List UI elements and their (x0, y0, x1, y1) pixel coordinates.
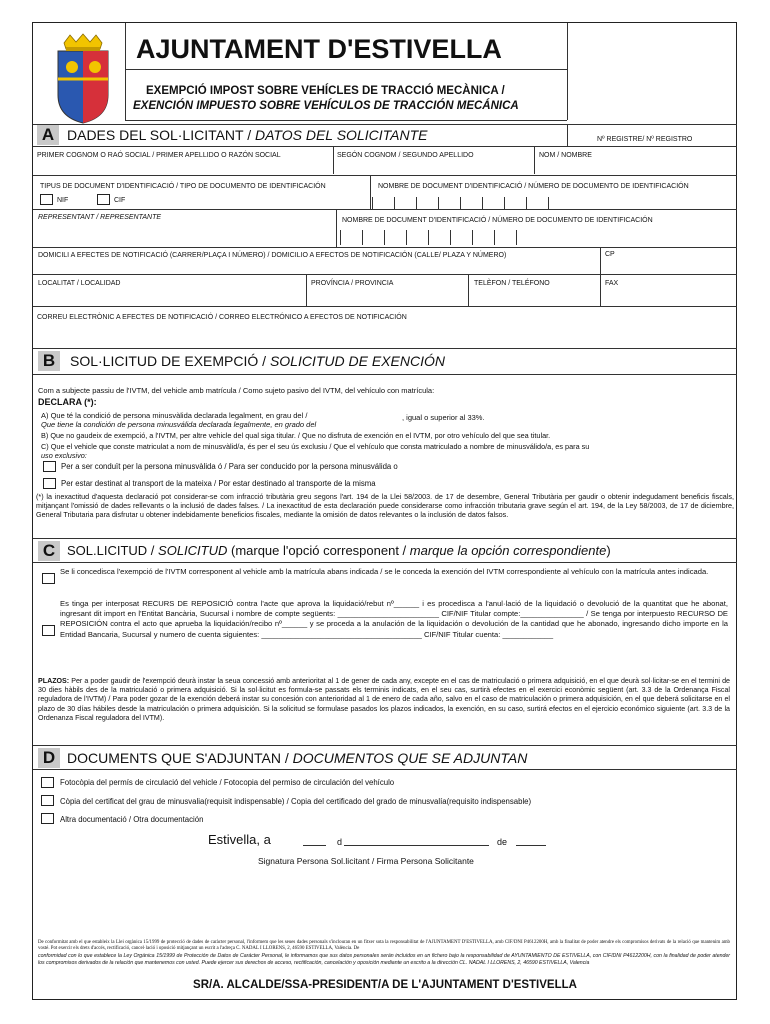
month-field[interactable] (344, 833, 489, 845)
section-c-title-rule (33, 562, 737, 563)
second-surname-label: SEGÓN COGNOM / SEGUNDO APELLIDO (337, 152, 474, 159)
cp-label: CP (605, 251, 615, 258)
phone-label: TELÈFON / TELÉFONO (474, 280, 550, 287)
locality-field[interactable] (34, 290, 304, 304)
col-divider (306, 274, 307, 306)
section-d-title-ca: DOCUMENTS QUE S'ADJUNTAN / (67, 750, 293, 766)
section-a-title-ca: DADES DEL SOL·LICITANT / (67, 127, 256, 143)
row-rule (33, 274, 737, 275)
name-label: NOM / NOMBRE (539, 152, 592, 159)
declara-b: B) Que no gaudeix de exempció, a l'IVTM, per altre vehicle del qual siga titular. / Que no disfruta de exención en el IVTM, por otro vehículo del que sea titular. (41, 431, 551, 440)
first-surname-label: PRIMER COGNOM O RAÓ SOCIAL / PRIMER APELLIDO O RAZÓN SOCIAL (37, 152, 281, 159)
month-line (344, 845, 489, 846)
email-field[interactable] (34, 323, 736, 345)
address-label: DOMICILI A EFECTES DE NOTIFICACIÓ (CARRER/PLAÇA I NÚMERO) / DOMICILIO A EFECTOS DE NOTIFICACIÓN (CALLE/ PLAZA Y NÚMERO) (38, 252, 507, 259)
col-divider (370, 175, 371, 209)
subtitle-ca: EXEMPCIÓ IMPOST SOBRE VEHÍCLES DE TRACCIÓ MECÀNICA / (146, 85, 505, 97)
section-c-title-es: SOLICITUD (158, 543, 228, 558)
section-c-title-es2: marque la opción correspondiente (409, 543, 607, 558)
section-c-top-rule (33, 538, 737, 539)
section-b-top-rule (33, 348, 737, 349)
appeal-text: Es tinga per interposat RECURS DE REPOSICIÓ contra l'acte que aprova la liquidació/rebut nº______ i es procedisca a l'anul·lació de la liquidació o devolució de la quantitat que he abonat, ingresant dit import en l'Entitat Bancària, Sucursal i nombre de compte següents: ________________________ CIF/NIF Titular compte:_______________ / Se tenga por interpuesto RECURSO DE REPOSICIÓN contra el acto que aprueba la liquidación/recibo nº______ y se proceda a la anulación de la liquidación o devolución de la cantidad que he abonado, ingresando dicho importe en la Entidad Bancaria, Sucursal y numero de cuenta siguientes: ______________________________________ CIF/NIF Titular cuenta: ____________ (60, 599, 728, 639)
phone-field[interactable] (470, 290, 598, 304)
year-field[interactable] (516, 833, 546, 845)
plazos-label: PLAZOS: (38, 677, 70, 685)
doc-certificate-label: Còpia del certificat del grau de minusvalia(requisit indispensable) / Copia del certificado del grado de minusvalía(requisito indispensable) (60, 797, 532, 806)
section-b-title-es: SOLICITUD DE EXENCIÓN (269, 353, 445, 369)
section-b-title-rule (33, 374, 737, 375)
declara-label: DECLARA (*): (38, 397, 97, 407)
representative-field[interactable] (34, 223, 334, 245)
rep-doc-number-label: NOMBRE DE DOCUMENT D'IDENTIFICACIÓ / NÚMERO DE DOCUMENTO DE IDENTIFICACIÓN (342, 217, 653, 224)
cif-checkbox[interactable] (97, 194, 110, 205)
doc-other-checkbox[interactable] (41, 813, 54, 824)
doc-permit-checkbox[interactable] (41, 777, 54, 788)
doc-number-field[interactable] (372, 191, 736, 209)
doc-permit-label: Fotocòpia del permís de circulació del vehicle / Fotocopia del permiso de circulación del vehículo (60, 778, 395, 787)
rep-doc-number-field[interactable] (338, 225, 736, 245)
use-option-driven-checkbox[interactable] (43, 461, 56, 472)
row-rule (33, 175, 737, 176)
section-a-letter: A (37, 125, 59, 145)
appeal-checkbox[interactable] (42, 625, 55, 636)
declara-a-es: Que tiene la condición de persona minusválida declarada legalmente, en grado del (41, 420, 317, 429)
col-divider (468, 274, 469, 306)
subtitle-es: EXENCIÓN IMPUESTO SOBRE VEHÍCULOS DE TRACCIÓN MECÁNICA (133, 100, 519, 112)
disability-degree-field[interactable] (366, 410, 402, 420)
cif-label: CIF (114, 197, 126, 204)
row-rule (33, 146, 737, 147)
year-line (516, 845, 546, 846)
section-c-letter: C (38, 541, 60, 561)
plazos-text (38, 677, 730, 723)
false-declaration-note: (*) la inexactitud d'aquesta declaració pot considerar-se com infracció tributària greu segons l'art. 194 de la Llei 58/2003. de 17 de desembre, General Tributària per gaudir o obtenir indegudament beneficis fiscals, mitjançant l'omissió de dades rellevants o la inclusió de dades falses. / La inexactitud de esta declaración puede considerarse como infracción tributaria grave según el art. 194, de la Ley 58/2003, de 17 de diciembre, General Tributaria para disfrutar u obtener indebidamente beneficios fiscales, mediante la omisión de datos relevantes o la inclusión de datos falsos. (36, 492, 734, 520)
page-title: AJUNTAMENT D'ESTIVELLA (136, 34, 502, 64)
privacy-ca: De conformitat amb el que estableix la Llei orgànica 15/1999 de protecció de dades de caràcter personal, l'informem que les seues dades personals s'inclouran en un fitxer sota la responsabilitat de l'AJUNTAMENT D'ESTIVELLA, amb CIF/DNI P4612200H, amb la finalitat de poder atendre els compromisos derivats de la relació que mantenim amb vosté. Pot exercir els drets d'accés, rectificació, cancel·lació i oposició mitjançant un escrit a l'adreça C. NADAL I LLORENS, 2, 46590 ESTIVELLA, València. De (38, 940, 730, 952)
request-exemption-text: Se li concedisca l'exempció de l'IVTM corresponent al vehicle amb la matrícula abans indicada / se le conceda la exención del IVTM correspondiente al vehículo con la matrícula antes indicada. (60, 567, 709, 576)
declara-c-line2: uso exclusivo: (41, 451, 87, 460)
use-option-driven-label: Per a ser conduït per la persona minusvàlida ó / Para ser conducido por la persona minusválida o (61, 462, 398, 471)
use-option-transport-label: Per estar destinat al transport de la mateixa / Por estar destinado al transporte de la misma (61, 479, 376, 488)
col-divider (336, 209, 337, 247)
section-b-title (70, 352, 445, 370)
fax-label: FAX (605, 280, 619, 287)
coat-of-arms-logo (50, 33, 116, 125)
section-d-letter: D (38, 748, 60, 768)
request-exemption-checkbox[interactable] (42, 573, 55, 584)
signature-area[interactable] (200, 868, 570, 938)
doc-certificate-checkbox[interactable] (41, 795, 54, 806)
section-d-top-rule (33, 745, 737, 746)
province-field[interactable] (308, 290, 466, 304)
declara-a-suffix: , igual o superior al 33%. (402, 413, 485, 422)
nif-checkbox[interactable] (40, 194, 53, 205)
doc-other-field[interactable] (220, 813, 520, 824)
nif-label: NIF (57, 197, 69, 204)
second-surname-field[interactable] (334, 160, 533, 174)
signature-d: d (337, 837, 343, 847)
section-a-title-es: DATOS DEL SOLICITANTE (255, 127, 428, 143)
section-b-letter: B (38, 351, 60, 371)
row-rule (33, 209, 737, 210)
signature-de: de (497, 837, 508, 847)
section-c-title (67, 542, 611, 560)
fax-field[interactable] (602, 290, 736, 304)
email-label: CORREU ELECTRÒNIC A EFECTES DE NOTIFICACIÓ / CORREO ELECTRÓNICO A EFECTOS DE NOTIFICACIÓN (37, 314, 407, 321)
first-surname-field[interactable] (34, 160, 332, 174)
section-d-title-es: DOCUMENTOS QUE SE ADJUNTAN (292, 750, 528, 766)
declara-a-ca: A) Que té la condició de persona minusvàlida declarada legalment, en grau del / (41, 411, 308, 420)
plazos-body: Per a poder gaudir de l'exempció deurà instar la seua concessió amb anterioritat al 1 de gener de cada any, excepte en el cas de matriculació o primera adquisició, en el que deurà sol·licitar-se en el termini de 30 dies hàbils des de la matriculació o primera adquisició. Si la sol·licitut es formula-se passats els terminis indicats, en el seu cas, surtirà efectes en el exercici econòmic següent (art. 3.3 de la Ordenança Fiscal reguladora de l'IVTM) / Para poder gozar de la exención deberá instar su concesión con anterioridad al 1 de enero de cada año, salvo en el caso de matriculación o primera adquisición, en el que deberá solicitarse en el plazo de 30 días hábiles desde la matriculación o primera adquisición. Si la solicitud se formulase pasados los plazos indicados, la exención, en su caso, surtirá efectos en el ejercicio económico siguiente (art. 3.3 de la Ordenanza Fiscal reguladora del IVTM). (38, 677, 730, 722)
section-c-title-end: ) (606, 543, 611, 558)
row-rule (33, 306, 737, 307)
plate-field[interactable] (520, 384, 680, 395)
address-field[interactable] (34, 261, 598, 273)
day-line (303, 845, 326, 846)
section-a-title (67, 126, 427, 144)
doc-type-label: TIPUS DE DOCUMENT D'IDENTIFICACIÓ / TIPO DE DOCUMENTO DE IDENTIFICACIÓN (40, 183, 326, 190)
col-divider (600, 247, 601, 274)
locality-label: LOCALITAT / LOCALIDAD (38, 280, 121, 287)
registro-label: Nº REGISTRE/ Nº REGISTRO (597, 136, 693, 143)
doc-other-label: Altra documentació / Otra documentación (60, 815, 204, 824)
doc-number-label: NOMBRE DE DOCUMENT D'IDENTIFICACIÓ / NÚMERO DE DOCUMENTO DE IDENTIFICACIÓN (378, 183, 689, 190)
representative-label: REPRESENTANT / REPRESENTANTE (38, 214, 162, 221)
cp-field[interactable] (602, 261, 736, 273)
privacy-es: conformidad con lo que establece la Ley Orgánica 15/1999 de Protección de Datos de Carácter Personal, le informamos que sus datos personales serán incluidos en un fichero bajo la responsabilidad de AYUNTAMIENTO DE ESTIVELLA, con CIF/DNI P4612200H, con la finalidad de poder atender los compromisos derivados de la relación que mantenemos con usted. Puede ejercer sus derechos de acceso, rectificación, cancelación y oposición mediante un escrito a la dirección CL. NADAL I LLORENS, 2, 46590 ESTIVELLA, Valencia (38, 953, 730, 966)
header-rule (125, 69, 567, 70)
section-b-intro: Com a subjecte passiu de l'IVTM, del vehicle amb matrícula / Como sujeto pasivo del IVTM, del vehículo con matrícula: (38, 386, 435, 395)
header-divider (125, 23, 126, 120)
header-divider-right (567, 23, 568, 120)
section-d-title-rule (33, 769, 737, 770)
col-divider (600, 274, 601, 306)
declara-c-line1: C) Que el vehicle que conste matriculat a nom de minusvàlid/a, és per el seu ús exclusiu / Que el vehículo que consta matriculado a nombre de minusválido/a, es para su (41, 442, 590, 451)
addressee: SR/A. ALCALDE/SSA-PRESIDENT/A DE L'AJUNTAMENT D'ESTIVELLA (193, 979, 577, 991)
province-label: PROVÍNCIA / PROVINCIA (311, 280, 394, 287)
use-option-transport-checkbox[interactable] (43, 478, 56, 489)
name-field[interactable] (535, 160, 735, 174)
signature-place: Estivella, a (208, 832, 271, 847)
header-bottom-rule (125, 120, 567, 121)
section-c-title-ca: SOL.LICITUD / (67, 543, 159, 558)
section-c-title-mid: (marque l'opció corresponent / (227, 543, 410, 558)
section-a-top-rule (33, 124, 737, 125)
signature-caption: Signatura Persona Sol.licitant / Firma Persona Solicitante (258, 856, 474, 866)
section-d-title (67, 749, 527, 767)
registro-divider (567, 124, 568, 146)
row-rule (33, 247, 737, 248)
section-b-title-ca: SOL·LICITUD DE EXEMPCIÓ / (70, 353, 270, 369)
day-field[interactable] (303, 833, 326, 845)
